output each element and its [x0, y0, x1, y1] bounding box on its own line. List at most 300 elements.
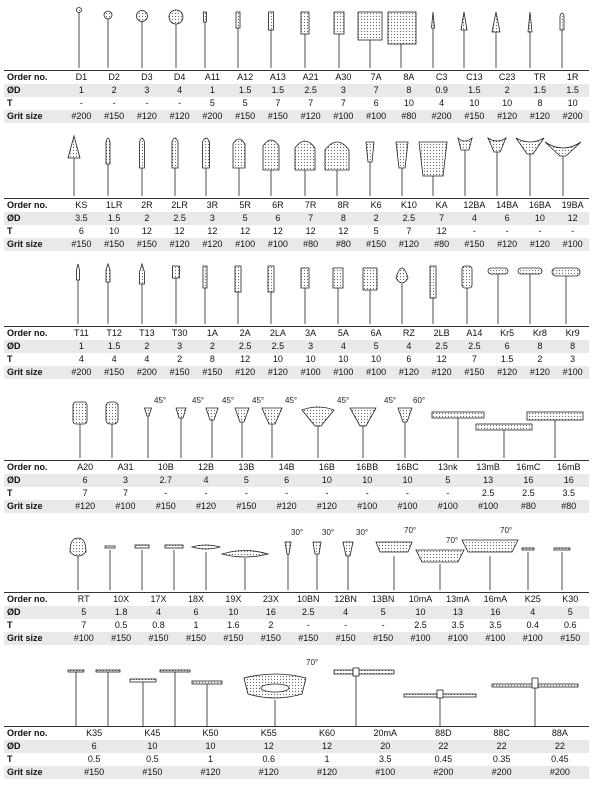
row-header-order: Order no. [4, 593, 65, 607]
row-header-od: ØD [4, 212, 65, 225]
row-t [4, 753, 589, 766]
cell-t: 7 [406, 226, 412, 236]
cell-order: 10B [146, 461, 186, 475]
cell-grit: #100 [477, 632, 514, 645]
cell-grit: #150 [146, 500, 186, 513]
cell-grit: #150 [458, 238, 491, 251]
cell-t: 3.5 [562, 488, 576, 498]
section-2-illustrations [0, 128, 593, 198]
cell-od: 2 [196, 340, 229, 353]
cell-od: 12 [298, 740, 356, 753]
row-t [4, 97, 589, 110]
row-od [4, 84, 589, 97]
cell-grit: #100 [402, 632, 439, 645]
cell-grit: #200 [425, 110, 458, 123]
cell-order: T11 [65, 327, 98, 341]
cell-t: 5 [373, 226, 379, 236]
row-t [4, 225, 589, 238]
cell-order: K10 [393, 199, 426, 213]
cell-t: 10 [469, 98, 480, 108]
cell-od: 1.5 [229, 84, 262, 97]
cell-grit: #100 [262, 238, 295, 251]
cell-od: 4 [140, 606, 177, 619]
cell-order: 13B [226, 461, 266, 475]
cell-t: 10 [567, 98, 578, 108]
row-order [4, 593, 589, 607]
cell-od: 3.5 [65, 212, 98, 225]
cell-od: 7 [294, 212, 327, 225]
row-header-t: T [7, 620, 13, 630]
cell-t: 2.5 [522, 488, 535, 498]
cell-grit: #200 [531, 766, 589, 779]
cell-od: 16 [508, 474, 548, 487]
cell-order: 12BN [327, 593, 364, 607]
cell-order: 2LR [163, 199, 196, 213]
cell-od: 3 [105, 474, 145, 487]
cell-grit: #120 [131, 110, 164, 123]
cell-order: D2 [98, 71, 131, 85]
cell-grit: #120 [393, 238, 426, 251]
cell-od: 1.5 [524, 84, 557, 97]
cell-od: 5 [428, 474, 468, 487]
row-grit [4, 110, 589, 123]
row-grit [4, 366, 589, 379]
cell-order: 8R [327, 199, 360, 213]
row-header-order: Order no. [4, 727, 65, 741]
cell-grit: #150 [229, 110, 262, 123]
cell-grit: #120 [65, 500, 105, 513]
cell-t: 10 [502, 98, 513, 108]
cell-t: 10 [305, 354, 316, 364]
cell-grit: #120 [491, 238, 524, 251]
cell-od: 1.5 [98, 212, 131, 225]
cell-order: 5A [327, 327, 360, 341]
cell-order: Kr9 [556, 327, 589, 341]
cell-grit: #120 [196, 238, 229, 251]
cell-order: A13 [262, 71, 295, 85]
cell-od: 2 [491, 84, 524, 97]
cell-order: Kr8 [524, 327, 557, 341]
angle-label-12b: 45° [192, 396, 205, 405]
cell-grit: #150 [196, 366, 229, 379]
cell-grit: #150 [163, 366, 196, 379]
cell-od: 5 [360, 340, 393, 353]
cell-od: 3 [327, 84, 360, 97]
cell-order: K30 [551, 593, 589, 607]
cell-t: - [306, 620, 310, 630]
section-4-table [4, 460, 589, 513]
cell-order: A30 [327, 71, 360, 85]
angle-label-10b: 45° [154, 396, 167, 405]
cell-od: 2.5 [458, 340, 491, 353]
cell-grit: #80 [393, 110, 426, 123]
row-header-grit: Grit size [4, 366, 65, 379]
row-header-t: T [7, 488, 13, 498]
cell-order: 16B [307, 461, 347, 475]
cell-t: 7 [81, 620, 87, 630]
cell-t: - [505, 226, 509, 236]
cell-od: 8 [327, 212, 360, 225]
cell-order: D4 [163, 71, 196, 85]
cell-od: 6 [177, 606, 214, 619]
section-1-illustrations [0, 0, 593, 70]
cell-order: KA [425, 199, 458, 213]
cell-grit: #200 [131, 366, 164, 379]
cell-order: K45 [123, 727, 181, 741]
cell-order: 13mA [439, 593, 476, 607]
cell-od: 10 [181, 740, 239, 753]
cell-grit: #200 [414, 766, 472, 779]
cell-od: 3 [131, 84, 164, 97]
cell-grit: #100 [356, 766, 414, 779]
cell-od: 22 [531, 740, 589, 753]
cell-order: 14B [266, 461, 306, 475]
cell-order: T30 [163, 327, 196, 341]
cell-grit: #200 [196, 110, 229, 123]
cell-t: 12 [305, 226, 316, 236]
cell-order: 19BA [556, 199, 589, 213]
cell-grit: #150 [140, 632, 177, 645]
cell-grit: #100 [387, 500, 427, 513]
cell-order: A20 [65, 461, 105, 475]
cell-od: 1.8 [102, 606, 139, 619]
cell-t: 0.4 [526, 620, 540, 630]
cell-order: K25 [514, 593, 551, 607]
cell-od: 10 [524, 212, 557, 225]
cell-order: 2A [229, 327, 262, 341]
cell-t: 7 [308, 98, 314, 108]
cell-od: 10 [307, 474, 347, 487]
cell-t: - [285, 488, 289, 498]
cell-order: K35 [65, 727, 123, 741]
cell-t: - [344, 620, 348, 630]
angle-label-13bn: 30° [356, 528, 369, 537]
cell-order: 5R [229, 199, 262, 213]
cell-t: 0.8 [152, 620, 165, 630]
cell-order: 16BC [387, 461, 427, 475]
cell-grit: #150 [65, 766, 123, 779]
row-header-od: ØD [4, 474, 65, 487]
row-header-grit: Grit size [4, 632, 65, 645]
row-header-t: T [7, 354, 13, 364]
cell-grit: #100 [428, 500, 468, 513]
section-2-table [4, 198, 589, 251]
row-grit [4, 632, 589, 645]
cell-grit: #150 [65, 238, 98, 251]
cell-order: 18X [177, 593, 214, 607]
cell-order: K60 [298, 727, 356, 741]
angle-label-13nk-b: 60° [413, 396, 426, 405]
cell-order: 17X [140, 593, 177, 607]
cell-grit: #200 [473, 766, 531, 779]
section-1 [0, 0, 593, 128]
cell-od: 2.5 [294, 84, 327, 97]
cell-od: 4 [393, 340, 426, 353]
cell-grit: #120 [491, 366, 524, 379]
cell-t: - [406, 488, 410, 498]
row-t [4, 353, 589, 366]
cell-order: 88C [473, 727, 531, 741]
cell-grit: #100 [294, 366, 327, 379]
cell-od: 4 [327, 606, 364, 619]
cell-grit: #200 [65, 366, 98, 379]
cell-order: A11 [196, 71, 229, 85]
angle-label-12bn: 30° [322, 528, 335, 537]
cell-od: 6 [65, 474, 105, 487]
cell-t: 2.5 [481, 488, 495, 498]
cell-t: 2.5 [414, 620, 427, 630]
cell-t: 12 [338, 226, 349, 236]
cell-od: 1.5 [458, 84, 491, 97]
row-header-od: ØD [4, 340, 65, 353]
cell-t: - [79, 98, 83, 108]
row-header-grit: Grit size [4, 110, 65, 123]
cell-order: 16mC [508, 461, 548, 475]
row-t [4, 487, 589, 500]
cell-t: - [365, 488, 369, 498]
row-header-order: Order no. [4, 199, 65, 213]
cell-grit: #100 [327, 366, 360, 379]
cell-t: 5 [242, 98, 248, 108]
cell-order: 13nk [428, 461, 468, 475]
section-2 [0, 128, 593, 254]
cell-od: 6 [491, 340, 524, 353]
cell-t: 10 [403, 98, 414, 108]
cell-order: A21 [294, 71, 327, 85]
cell-grit: #150 [131, 238, 164, 251]
cell-order: 6A [360, 327, 393, 341]
row-order [4, 199, 589, 213]
cell-grit: #150 [458, 366, 491, 379]
cell-od: 1.5 [262, 84, 295, 97]
cell-order: 23X [252, 593, 289, 607]
cell-grit: #150 [102, 632, 139, 645]
cell-grit: #150 [290, 632, 327, 645]
cell-t: - [204, 488, 208, 498]
cell-od: 5 [551, 606, 589, 619]
row-order [4, 71, 589, 85]
cell-od: 6 [65, 740, 123, 753]
cell-order: D1 [65, 71, 98, 85]
section-1-table [4, 70, 589, 123]
section-4-illustrations [0, 382, 593, 460]
cell-order: 10X [102, 593, 139, 607]
row-order [4, 327, 589, 341]
cell-order: 19X [215, 593, 252, 607]
section-4-drawing [0, 382, 593, 460]
cell-grit: #100 [556, 238, 589, 251]
cell-t: 6 [406, 354, 412, 364]
cell-grit: #100 [556, 366, 589, 379]
cell-order: 3A [294, 327, 327, 341]
cell-grit: #120 [425, 366, 458, 379]
cell-order: 20mA [356, 727, 414, 741]
cell-t: - [244, 488, 248, 498]
angle-label-13ma: 70° [446, 536, 459, 545]
cell-order: 1A [196, 327, 229, 341]
cell-od: 0.9 [425, 84, 458, 97]
cell-od: 2.5 [393, 212, 426, 225]
cell-order: 16BB [347, 461, 387, 475]
cell-t: - [472, 226, 476, 236]
cell-order: 88A [531, 727, 589, 741]
cell-od: 5 [65, 606, 102, 619]
cell-od: 1.5 [98, 340, 131, 353]
cell-grit: #120 [262, 366, 295, 379]
cell-grit: #120 [181, 766, 239, 779]
cell-order: C3 [425, 71, 458, 85]
cell-order: 8A [393, 71, 426, 85]
row-grit [4, 500, 589, 513]
cell-grit: #120 [524, 366, 557, 379]
cell-order: 10mA [402, 593, 439, 607]
angle-label-16ma: 70° [500, 526, 513, 535]
cell-t: 8 [537, 98, 543, 108]
cell-od: 20 [356, 740, 414, 753]
cell-grit: #150 [177, 632, 214, 645]
angle-label-16bc: 45° [337, 396, 350, 405]
cell-grit: #120 [163, 238, 196, 251]
cell-order: 6R [262, 199, 295, 213]
cell-od: 3 [163, 340, 196, 353]
row-od [4, 740, 589, 753]
cell-grit: #150 [123, 766, 181, 779]
cell-grit: #150 [98, 110, 131, 123]
cell-order: 13BN [364, 593, 401, 607]
cell-grit: #80 [294, 238, 327, 251]
cell-t: 12 [436, 354, 447, 364]
cell-od: 8 [556, 340, 589, 353]
cell-order: 16BA [524, 199, 557, 213]
cell-od: 2.5 [163, 212, 196, 225]
cell-od: 2 [131, 212, 164, 225]
cell-od: 5 [364, 606, 401, 619]
row-header-t: T [7, 98, 13, 108]
section-6-drawing [0, 648, 593, 726]
row-header-grit: Grit size [4, 766, 65, 779]
cell-grit: #100 [468, 500, 508, 513]
cell-order: 2R [131, 199, 164, 213]
cell-order: 7R [294, 199, 327, 213]
cell-t: 2 [177, 354, 183, 364]
cell-grit: #100 [514, 632, 551, 645]
cell-od: 5 [229, 212, 262, 225]
cell-grit: #150 [252, 632, 289, 645]
cell-grit: #150 [327, 632, 364, 645]
cell-od: 2.5 [290, 606, 327, 619]
row-od [4, 212, 589, 225]
cell-od: 4 [186, 474, 226, 487]
cell-order: A14 [458, 327, 491, 341]
angle-label-16b: 45° [285, 396, 298, 405]
cell-grit: #150 [226, 500, 266, 513]
cell-grit: #150 [458, 110, 491, 123]
cell-t: 4 [111, 354, 117, 364]
cell-order: 1LR [98, 199, 131, 213]
cell-od: 2.5 [425, 340, 458, 353]
row-t [4, 619, 589, 632]
cell-grit: #200 [556, 110, 589, 123]
cell-t: 0.45 [551, 754, 569, 764]
cell-t: 1 [208, 754, 214, 764]
row-header-t: T [7, 754, 13, 764]
row-header-order: Order no. [4, 71, 65, 85]
cell-t: 1.5 [500, 354, 514, 364]
cell-t: - [571, 226, 575, 236]
cell-od: 10 [387, 474, 427, 487]
cell-od: 5 [226, 474, 266, 487]
cell-t: - [145, 98, 149, 108]
cell-t: 3.5 [378, 754, 392, 764]
cell-order: D3 [131, 71, 164, 85]
cell-t: 4 [144, 354, 150, 364]
cell-od: 2 [360, 212, 393, 225]
cell-grit: #100 [347, 500, 387, 513]
cell-order: RZ [393, 327, 426, 341]
cell-od: 16 [252, 606, 289, 619]
row-header-grit: Grit size [4, 238, 65, 251]
cell-order: RT [65, 593, 102, 607]
cell-order: 88D [414, 727, 472, 741]
cell-t: - [538, 226, 542, 236]
cell-order: 12BA [458, 199, 491, 213]
cell-t: 5 [209, 98, 215, 108]
cell-t: 6 [78, 226, 84, 236]
cell-t: 12 [207, 226, 218, 236]
cell-t: 1.6 [227, 620, 240, 630]
row-header-grit: Grit size [4, 500, 65, 513]
cell-od: 6 [266, 474, 306, 487]
cell-od: 2 [131, 340, 164, 353]
row-header-od: ØD [4, 606, 65, 619]
cell-od: 2.7 [146, 474, 186, 487]
cell-t: 7 [471, 354, 477, 364]
cell-order: C13 [458, 71, 491, 85]
cell-od: 10 [347, 474, 387, 487]
cell-t: 3 [570, 354, 576, 364]
cell-grit: #120 [266, 500, 306, 513]
cell-od: 16 [477, 606, 514, 619]
cell-t: 10 [338, 354, 349, 364]
angle-label-13nk-a: 45° [384, 396, 397, 405]
row-grit [4, 238, 589, 251]
cell-grit: #100 [229, 238, 262, 251]
section-3 [0, 254, 593, 382]
cell-od: 1 [65, 340, 98, 353]
section-6 [0, 648, 593, 786]
cell-grit: #100 [65, 632, 102, 645]
cell-od: 4 [327, 340, 360, 353]
cell-grit: #100 [327, 110, 360, 123]
cell-od: 1 [196, 84, 229, 97]
cell-grit: #120 [524, 238, 557, 251]
cell-t: 7 [82, 488, 88, 498]
cell-t: 10 [272, 354, 283, 364]
cell-grit: #200 [65, 110, 98, 123]
cell-t: 0.35 [492, 754, 511, 764]
cell-grit: #80 [425, 238, 458, 251]
section-6-table [4, 726, 589, 779]
cell-grit: #120 [163, 110, 196, 123]
cell-t: 2 [268, 620, 274, 630]
section-3-drawing [0, 254, 593, 326]
cell-grit: #100 [439, 632, 476, 645]
cell-t: 12 [174, 226, 185, 236]
cell-order: K50 [181, 727, 239, 741]
cell-order: K55 [240, 727, 298, 741]
cell-grit: #120 [393, 366, 426, 379]
cell-grit: #150 [364, 632, 401, 645]
